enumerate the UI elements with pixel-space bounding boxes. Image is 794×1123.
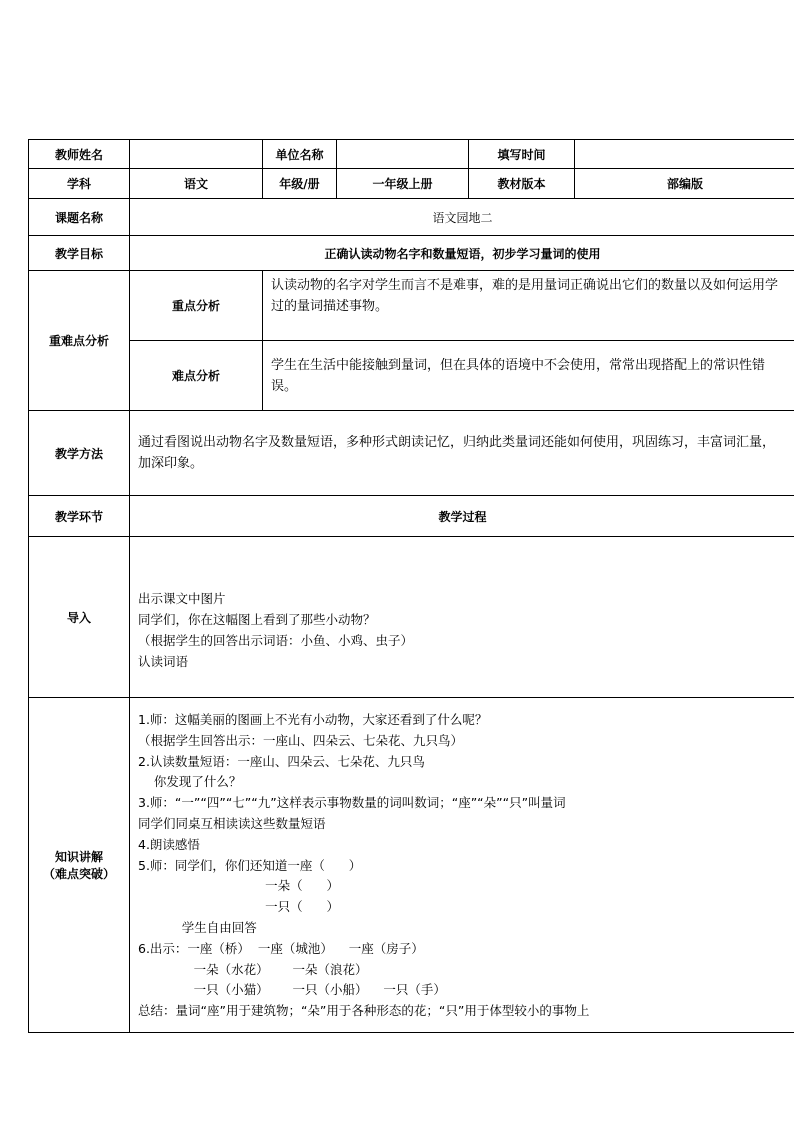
knowledge-label — [29, 698, 130, 1033]
row-key-analysis — [29, 271, 794, 341]
analysis-label: 重难点分析 — [29, 271, 130, 411]
date-label: 填写时间 — [469, 140, 575, 169]
intro-label: 导入 — [29, 537, 130, 698]
goal-label: 教学目标 — [29, 236, 130, 271]
teacher-name-value — [130, 140, 263, 169]
unit-label: 单位名称 — [263, 140, 337, 169]
intro-line: 同学们，你在这幅图上看到了那些小动物？ — [138, 612, 376, 628]
teacher-name-label: 教师姓名 — [29, 140, 130, 169]
row-intro — [29, 537, 794, 698]
topic-value: 语文园地二 — [130, 199, 794, 236]
knowledge-line: 总结：量词“座”用于建筑物；“朵”用于各种形态的花；“只”用于体型较小的事物上 — [138, 1003, 590, 1019]
lesson-plan-table — [28, 139, 794, 1033]
row-subject — [29, 169, 794, 199]
goal-value: 正确认读动物名字和数量短语，初步学习量词的使用 — [130, 236, 794, 271]
key-analysis-label: 重点分析 — [130, 271, 263, 341]
knowledge-line: 1.师：这幅美丽的图画上不光有小动物，大家还看到了什么呢？ — [138, 712, 488, 728]
difficult-analysis-value: 学生在生活中能接触到量词，但在具体的语境中不会使用，常常出现搭配上的常识性错误。 — [263, 341, 794, 411]
knowledge-line: 学生自由回答 — [138, 919, 257, 935]
knowledge-line: 4.朗读感悟 — [138, 836, 200, 852]
subject-label: 学科 — [29, 169, 130, 199]
grade-label: 年级/册 — [263, 169, 337, 199]
row-teacher — [29, 140, 794, 169]
intro-line: 出示课文中图片 — [138, 591, 226, 607]
knowledge-label-line2: （难点突破） — [42, 867, 115, 881]
knowledge-line: 2.认读数量短语：一座山、四朵云、七朵花、九只鸟 — [138, 753, 425, 769]
intro-line: 认读词语 — [138, 653, 189, 669]
topic-label: 课题名称 — [29, 199, 130, 236]
knowledge-label-line1: 知识讲解 — [54, 850, 103, 864]
difficult-analysis-label: 难点分析 — [130, 341, 263, 411]
row-topic — [29, 199, 794, 236]
knowledge-line: （根据学生回答出示：一座山、四朵云、七朵花、九只鸟） — [138, 732, 464, 748]
method-label: 教学方法 — [29, 411, 130, 496]
subject-value: 语文 — [130, 169, 263, 199]
key-analysis-value: 认读动物的名字对学生而言不是难事，难的是用量词正确说出它们的数量以及如何运用学过的量词描述事物。 — [263, 271, 794, 341]
knowledge-line: 一朵（水花） 一朵（浪花） — [138, 961, 368, 977]
row-difficult-analysis — [29, 341, 794, 411]
process-header-label: 教学过程 — [130, 496, 794, 537]
knowledge-line: 3.师：“一”“四”“七”“九”这样表示事物数量的词叫数词；“座”“朵”“只”叫量词 — [138, 795, 566, 811]
intro-content — [130, 537, 794, 698]
knowledge-line: 6.出示：一座（桥） 一座（城池） 一座（房子） — [138, 940, 424, 956]
knowledge-line: 你发现了什么？ — [138, 774, 242, 790]
knowledge-content — [130, 698, 794, 1033]
method-value: 通过看图说出动物名字及数量短语，多种形式朗读记忆，归纳此类量词还能如何使用，巩固练习，丰富词汇量，加深印象。 — [130, 411, 794, 496]
knowledge-line: 一朵（ ） — [138, 878, 339, 894]
row-process-header — [29, 496, 794, 537]
intro-line: （根据学生的回答出示词语：小鱼、小鸡、虫子） — [138, 633, 414, 648]
knowledge-line: 同学们同桌互相读读这些数量短语 — [138, 816, 326, 831]
edition-label: 教材版本 — [469, 169, 575, 199]
knowledge-line: 一只（小猫） 一只（小船） 一只（手） — [138, 982, 446, 998]
unit-value — [337, 140, 469, 169]
knowledge-line: 一只（ ） — [138, 899, 339, 915]
stage-header-label: 教学环节 — [29, 496, 130, 537]
row-method — [29, 411, 794, 496]
row-goal — [29, 236, 794, 271]
knowledge-line: 5.师：同学们，你们还知道一座（ ） — [138, 857, 362, 873]
row-knowledge — [29, 698, 794, 1033]
grade-value: 一年级上册 — [337, 169, 469, 199]
edition-value: 部编版 — [575, 169, 794, 199]
date-value — [575, 140, 794, 169]
